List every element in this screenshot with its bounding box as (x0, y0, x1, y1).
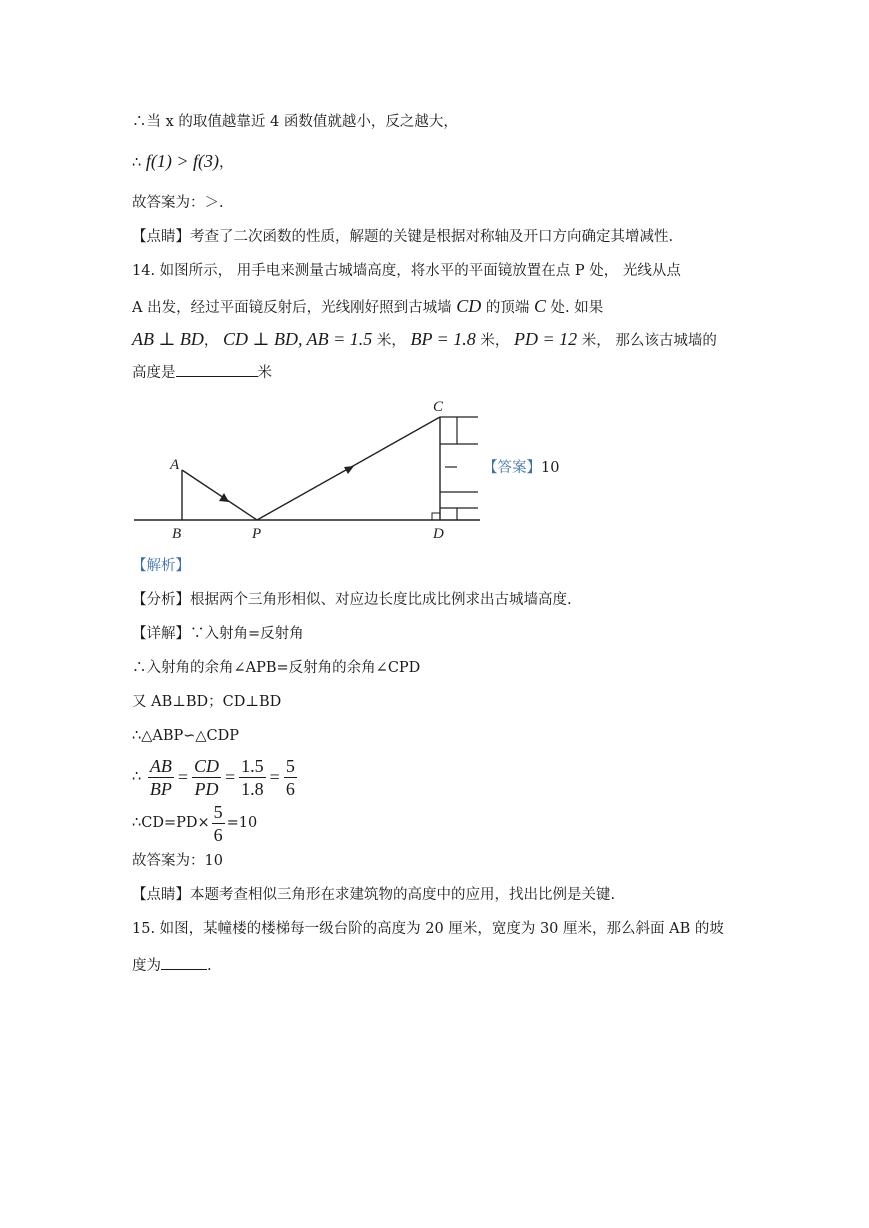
inequality-math: f(1) > f(3) (145, 151, 219, 171)
question-14-line-2: A 出发，经过平面镜反射后，光线刚好照到古城墙 CD 的顶端 C 处. 如果 (132, 296, 604, 316)
fraction-5-6-b: $\frac{5}{6}$ (213, 801, 223, 845)
proportion-line: ∴ $\frac{AB}{BP}$ = $\frac{CD}{PD}$ = $\frac{1.5}{1.8}$ = $\frac{5}{6}$ (132, 755, 295, 799)
analysis-heading: 【解析】 (132, 558, 190, 574)
label-d: D (433, 526, 444, 542)
ray-ap (182, 470, 257, 520)
comment-line-14: 【点睛】本题考查相似三角形在求建筑物的高度中的应用，找出比例是关键. (132, 887, 616, 903)
label-c: C (433, 399, 444, 415)
step-3: ∴△ABP∽△CDP (132, 728, 240, 744)
label-p: P (252, 526, 262, 542)
right-angle-mark (432, 513, 440, 520)
fraction-cd-pd: $\frac{CD}{PD}$ (194, 755, 220, 799)
step-1: ∴入射角的余角∠APB=反射角的余角∠CPD (132, 660, 421, 676)
question-14-line-3: AB ⊥ BD， CD ⊥ BD, AB = 1.5 米， BP = 1.8 米， PD = 12 米， 那么该古城墙的 (132, 329, 717, 349)
label-b: B (172, 526, 182, 542)
answer-blank (176, 362, 258, 377)
label-a: A (170, 457, 180, 473)
question-14-line-4: 高度是 米 (132, 362, 272, 383)
step-2: 又 AB⊥BD；CD⊥BD (132, 694, 282, 710)
fraction-ab-bp: $\frac{AB}{BP}$ (149, 755, 172, 799)
question-14-line-1: 14. 如图所示， 用手电来测量古城墙高度，将水平的平面镜放置在点 P 处， 光线从点 (132, 263, 681, 279)
cd-calculation: ∴CD=PD× $\frac{5}{6}$ =10 (132, 801, 258, 845)
text-line-3: 故答案为：＞. (132, 195, 224, 211)
inequality-line: ∴ f(1) > f(3)， (132, 151, 234, 171)
comment-tag: 【点睛】 (132, 229, 190, 245)
answer-blank-15 (161, 955, 207, 970)
answer-value: 10 (541, 460, 560, 476)
arrow-ap (219, 493, 229, 502)
question-15-line-1: 15. 如图，某幢楼的楼梯每一级台阶的高度为 20 厘米，宽度为 30 厘米，那么斜面 AB 的坡 (132, 921, 724, 937)
fraction-5-6: $\frac{5}{6}$ (285, 755, 295, 799)
question-15-line-2: 度为 . (132, 955, 212, 976)
xiangjie-line: 【详解】∵入射角=反射角 (132, 626, 304, 642)
answer-tag: 【答案】 (483, 460, 541, 476)
step-final-answer: 故答案为：10 (132, 853, 223, 869)
fenxi-line: 【分析】根据两个三角形相似、对应边长度比成比例求出古城墙高度. (132, 592, 572, 608)
answer-line (483, 458, 559, 478)
text-line-1: ∴当 x 的取值越靠近 4 函数值就越小，反之越大， (132, 114, 458, 130)
geometry-figure (120, 392, 490, 544)
comment-line-13: 【点睛】考查了二次函数的性质，解题的关键是根据对称轴及开口方向确定其增减性. (132, 229, 674, 245)
fraction-1-5-1-8: $\frac{1.5}{1.8}$ (241, 755, 264, 799)
